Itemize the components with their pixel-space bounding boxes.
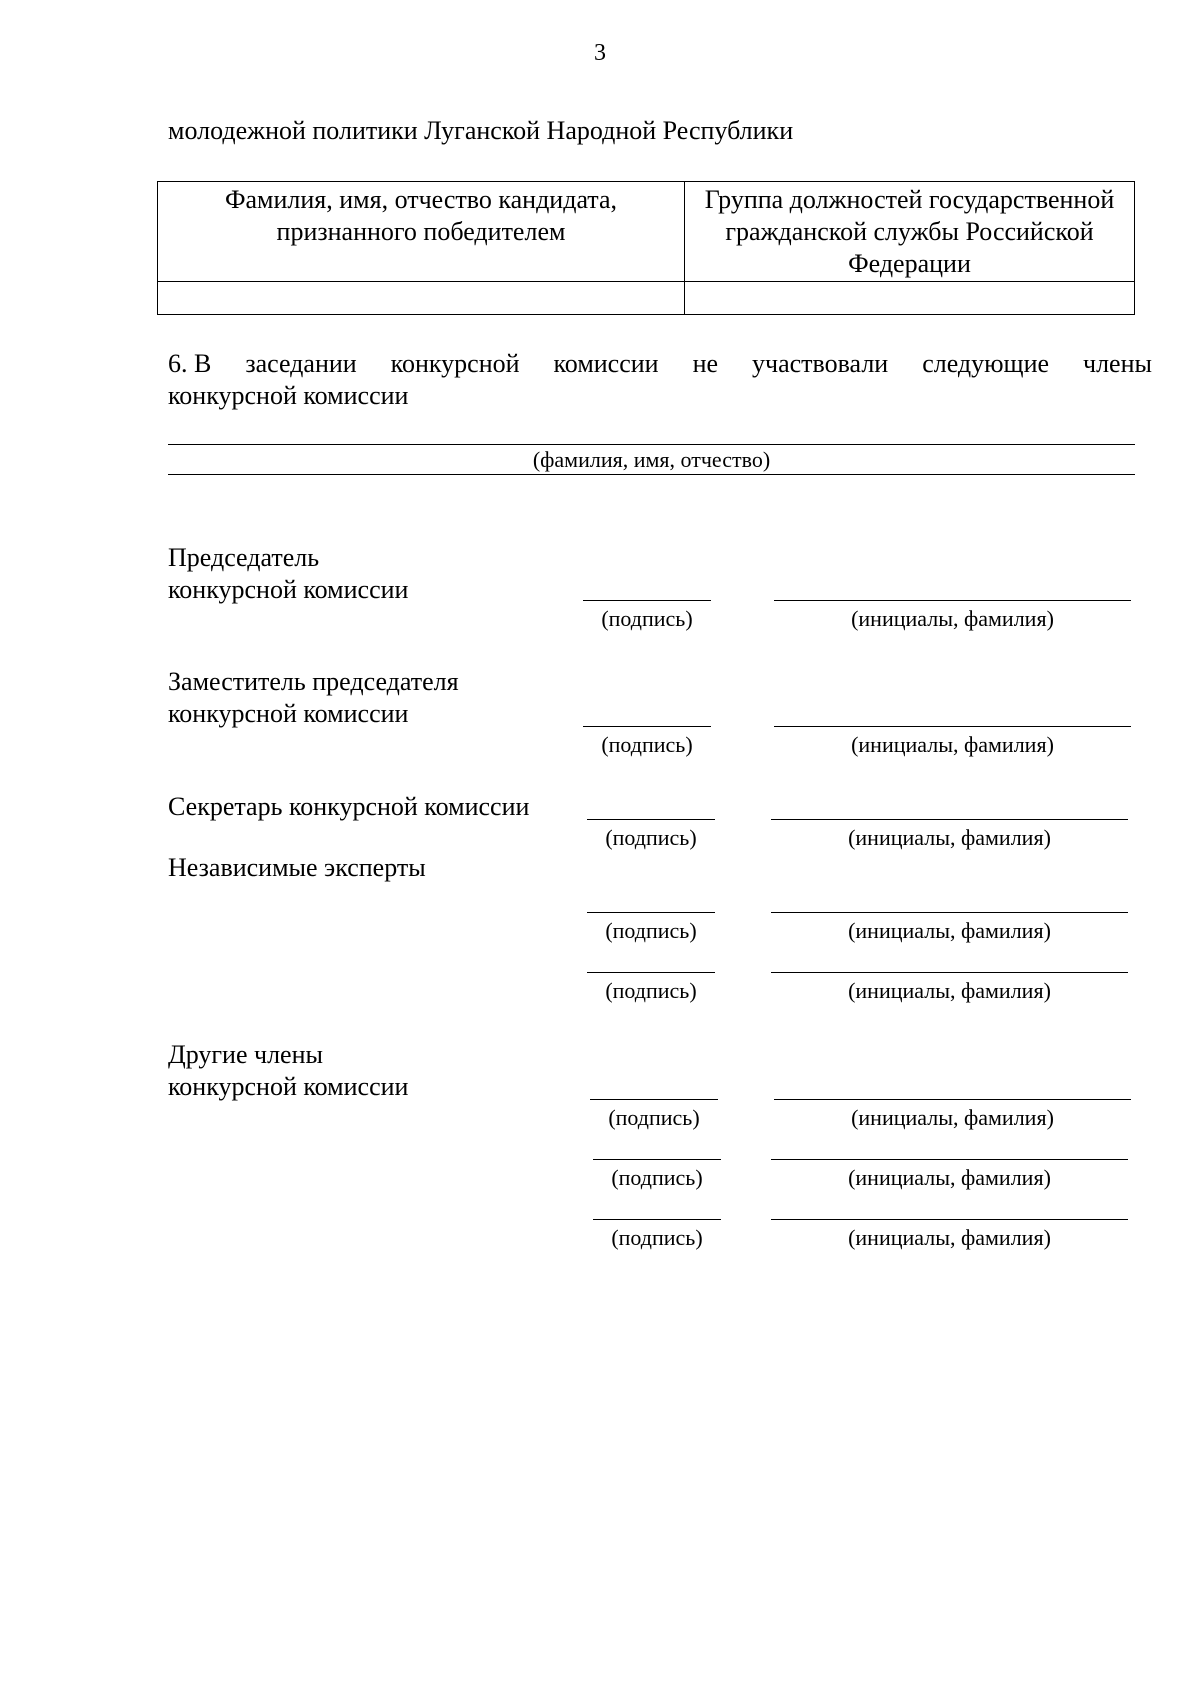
experts-label: Независимые эксперты	[168, 853, 426, 882]
table-header-candidate: Фамилия, имя, отчество кандидата, признанного победителем	[158, 182, 685, 282]
secretary-name-line[interactable]	[771, 819, 1128, 820]
deputy-label-line-2: конкурсной комиссии	[168, 699, 409, 728]
page-number: 3	[594, 40, 606, 66]
expert-2-signature-caption: (подпись)	[605, 978, 697, 1003]
absent-members-underline	[168, 474, 1135, 475]
other-members-label-line-2: конкурсной комиссии	[168, 1072, 409, 1101]
expert-1-signature-caption: (подпись)	[605, 918, 697, 943]
other-member-1-name-caption: (инициалы, фамилия)	[851, 1105, 1054, 1130]
other-members-label-line-1: Другие члены	[168, 1040, 323, 1069]
section-6-word: члены	[1083, 349, 1152, 378]
section-6-word: следующие	[922, 349, 1050, 378]
expert-2-name-line[interactable]	[771, 972, 1128, 973]
results-table	[157, 181, 1135, 315]
section-6-paragraph	[168, 348, 1152, 412]
section-6-word: заседании	[245, 349, 357, 378]
deputy-signature-line[interactable]	[583, 726, 711, 727]
secretary-name-caption: (инициалы, фамилия)	[848, 825, 1051, 850]
other-member-2-signature-line[interactable]	[593, 1159, 721, 1160]
chairman-label-line-2: конкурсной комиссии	[168, 575, 409, 604]
other-member-3-name-line[interactable]	[771, 1219, 1128, 1220]
chairman-signature-caption: (подпись)	[601, 606, 693, 631]
section-6-word: не	[692, 349, 719, 378]
chairman-signature-line[interactable]	[583, 600, 711, 601]
other-member-1-signature-line[interactable]	[590, 1099, 718, 1100]
secretary-signature-line[interactable]	[587, 819, 715, 820]
section-6-word: конкурсной	[390, 349, 520, 378]
section-6-line-2: конкурсной комиссии	[168, 381, 409, 410]
table-cell-position-group[interactable]	[685, 282, 1135, 315]
other-member-3-signature-caption: (подпись)	[611, 1225, 703, 1250]
intro-line: молодежной политики Луганской Народной Республики	[168, 116, 794, 145]
secretary-signature-caption: (подпись)	[605, 825, 697, 850]
absent-members-fill-line[interactable]	[168, 444, 1135, 445]
other-member-3-name-caption: (инициалы, фамилия)	[848, 1225, 1051, 1250]
other-member-2-signature-caption: (подпись)	[611, 1165, 703, 1190]
other-member-2-name-line[interactable]	[771, 1159, 1128, 1160]
other-member-2-name-caption: (инициалы, фамилия)	[848, 1165, 1051, 1190]
deputy-chairman-label	[168, 666, 459, 730]
chairman-name-line[interactable]	[774, 600, 1131, 601]
other-member-3-signature-line[interactable]	[593, 1219, 721, 1220]
expert-2-name-caption: (инициалы, фамилия)	[848, 978, 1051, 1003]
section-6-number: 6.	[168, 349, 188, 378]
chairman-label	[168, 542, 408, 606]
other-member-1-signature-caption: (подпись)	[608, 1105, 700, 1130]
deputy-name-caption: (инициалы, фамилия)	[851, 732, 1054, 757]
table-row	[158, 282, 1135, 315]
other-member-1-name-line[interactable]	[774, 1099, 1131, 1100]
expert-1-name-caption: (инициалы, фамилия)	[848, 918, 1051, 943]
expert-2-signature-line[interactable]	[587, 972, 715, 973]
table-cell-candidate[interactable]	[158, 282, 685, 315]
section-6-word: участвовали	[752, 349, 889, 378]
section-6-word: комиссии	[553, 349, 659, 378]
chairman-label-line-1: Председатель	[168, 543, 320, 572]
deputy-signature-caption: (подпись)	[601, 732, 693, 757]
section-6-number-word	[168, 348, 211, 380]
absent-members-caption: (фамилия, имя, отчество)	[532, 447, 771, 472]
deputy-label-line-1: Заместитель председателя	[168, 667, 459, 696]
deputy-name-line[interactable]	[774, 726, 1131, 727]
other-members-label	[168, 1039, 408, 1103]
section-6-word: В	[194, 349, 212, 378]
expert-1-signature-line[interactable]	[587, 912, 715, 913]
chairman-name-caption: (инициалы, фамилия)	[851, 606, 1054, 631]
expert-1-name-line[interactable]	[771, 912, 1128, 913]
secretary-label: Секретарь конкурсной комиссии	[168, 792, 530, 821]
table-header-position-group: Группа должностей государственной гражданской службы Российской Федерации	[685, 182, 1135, 282]
